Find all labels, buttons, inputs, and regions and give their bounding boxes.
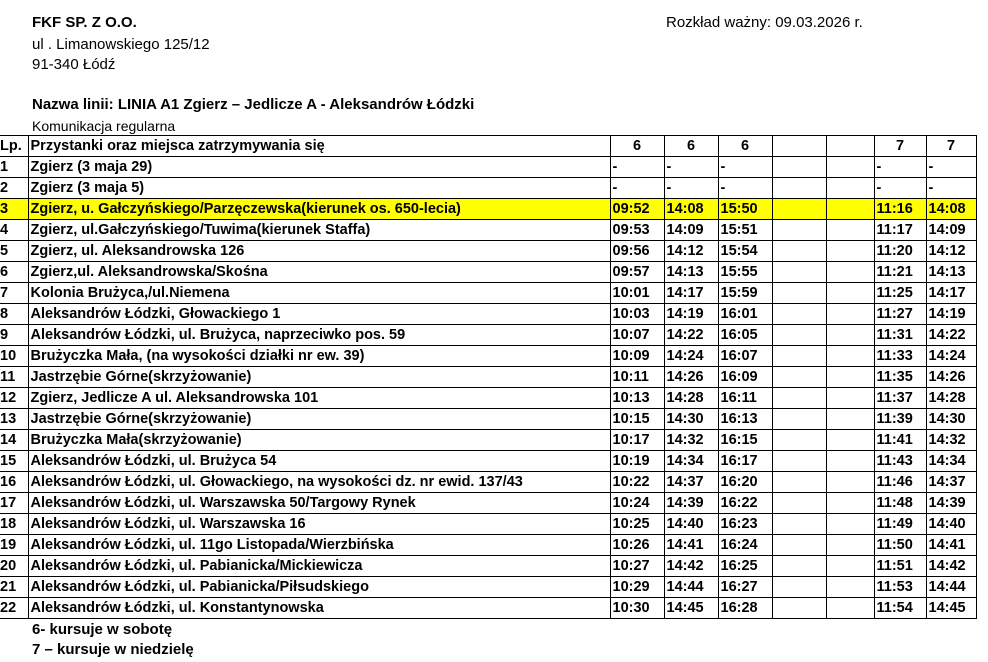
note-sunday: 7 – kursuje w niedzielę <box>32 641 194 658</box>
departure-time: 14:28 <box>664 388 718 409</box>
departure-time <box>772 157 826 178</box>
departure-time <box>826 283 874 304</box>
departure-time: 14:12 <box>926 241 976 262</box>
table-row <box>0 199 976 220</box>
departure-time: 14:19 <box>926 304 976 325</box>
departure-time: 11:53 <box>874 577 926 598</box>
line-name: Nazwa linii: LINIA A1 Zgierz – Jedlicze A - Aleksandrów Łódzki <box>32 96 475 113</box>
departure-time: 10:27 <box>610 556 664 577</box>
departure-time: 10:15 <box>610 409 664 430</box>
table-row <box>0 451 976 472</box>
row-number: 22 <box>0 598 28 619</box>
departure-time: 16:20 <box>718 472 772 493</box>
departure-time: 14:09 <box>926 220 976 241</box>
table-row <box>0 493 976 514</box>
row-number: 8 <box>0 304 28 325</box>
departure-time: 14:32 <box>926 430 976 451</box>
table-row <box>0 178 976 199</box>
row-number: 2 <box>0 178 28 199</box>
table-row <box>0 262 976 283</box>
departure-time: - <box>718 157 772 178</box>
departure-time: 10:24 <box>610 493 664 514</box>
departure-time <box>826 325 874 346</box>
stop-name: Jastrzębie Górne(skrzyżowanie) <box>28 367 610 388</box>
departure-time <box>772 283 826 304</box>
stop-name: Zgierz, ul. Aleksandrowska 126 <box>28 241 610 262</box>
departure-time: 14:34 <box>926 451 976 472</box>
departure-time: 14:08 <box>664 199 718 220</box>
departure-time: - <box>926 157 976 178</box>
departure-time: 14:22 <box>664 325 718 346</box>
departure-time: 14:42 <box>926 556 976 577</box>
column-header-course: 6 <box>718 136 772 157</box>
departure-time: 11:21 <box>874 262 926 283</box>
table-row <box>0 220 976 241</box>
departure-time: 14:08 <box>926 199 976 220</box>
stop-name: Aleksandrów Łódzki, ul. Brużyca 54 <box>28 451 610 472</box>
row-number: 18 <box>0 514 28 535</box>
departure-time: 15:50 <box>718 199 772 220</box>
row-number: 4 <box>0 220 28 241</box>
departure-time: 11:39 <box>874 409 926 430</box>
departure-time <box>772 304 826 325</box>
stop-name: Kolonia Brużyca,/ul.Niemena <box>28 283 610 304</box>
column-header-course <box>826 136 874 157</box>
departure-time <box>772 409 826 430</box>
departure-time <box>826 262 874 283</box>
departure-time <box>772 178 826 199</box>
departure-time: 16:25 <box>718 556 772 577</box>
table-row <box>0 367 976 388</box>
table-row <box>0 346 976 367</box>
departure-time <box>772 514 826 535</box>
departure-time: 14:09 <box>664 220 718 241</box>
departure-time <box>772 388 826 409</box>
departure-time: 14:24 <box>926 346 976 367</box>
departure-time: 14:37 <box>926 472 976 493</box>
column-header-course: 6 <box>664 136 718 157</box>
departure-time: 16:11 <box>718 388 772 409</box>
departure-time: 10:29 <box>610 577 664 598</box>
departure-time: 11:25 <box>874 283 926 304</box>
row-number: 20 <box>0 556 28 577</box>
departure-time: 14:45 <box>664 598 718 619</box>
row-number: 3 <box>0 199 28 220</box>
departure-time: 14:26 <box>664 367 718 388</box>
row-number: 15 <box>0 451 28 472</box>
table-row <box>0 325 976 346</box>
departure-time: 14:13 <box>664 262 718 283</box>
row-number: 14 <box>0 430 28 451</box>
stop-name: Aleksandrów Łódzki, ul. 11go Listopada/Wierzbińska <box>28 535 610 556</box>
table-row <box>0 388 976 409</box>
departure-time <box>826 199 874 220</box>
departure-time <box>826 535 874 556</box>
departure-time: 11:33 <box>874 346 926 367</box>
departure-time <box>826 556 874 577</box>
departure-time: - <box>610 157 664 178</box>
stop-name: Zgierz (3 maja 5) <box>28 178 610 199</box>
stop-name: Aleksandrów Łódzki, ul. Pabianicka/Mickiewicza <box>28 556 610 577</box>
stop-name: Aleksandrów Łódzki, ul. Warszawska 50/Targowy Rynek <box>28 493 610 514</box>
departure-time <box>826 157 874 178</box>
departure-time <box>772 346 826 367</box>
departure-time: 14:44 <box>664 577 718 598</box>
table-row <box>0 430 976 451</box>
row-number: 13 <box>0 409 28 430</box>
communication-type: Komunikacja regularna <box>32 118 176 134</box>
table-row <box>0 577 976 598</box>
departure-time: 10:17 <box>610 430 664 451</box>
departure-time: 14:28 <box>926 388 976 409</box>
departure-time: - <box>664 157 718 178</box>
departure-time: 14:45 <box>926 598 976 619</box>
column-header-course: 6 <box>610 136 664 157</box>
stop-name: Zgierz, Jedlicze A ul. Aleksandrowska 101 <box>28 388 610 409</box>
table-row <box>0 241 976 262</box>
company-address-city: 91-340 Łódź <box>32 56 116 73</box>
departure-time: 14:22 <box>926 325 976 346</box>
departure-time <box>826 451 874 472</box>
departure-time: 14:34 <box>664 451 718 472</box>
departure-time: 11:51 <box>874 556 926 577</box>
departure-time: 16:05 <box>718 325 772 346</box>
departure-time: 10:19 <box>610 451 664 472</box>
departure-time: 16:23 <box>718 514 772 535</box>
row-number: 6 <box>0 262 28 283</box>
timetable-valid-date: Rozkład ważny: 09.03.2026 r. <box>666 14 863 31</box>
row-number: 1 <box>0 157 28 178</box>
stop-name: Aleksandrów Łódzki, Głowackiego 1 <box>28 304 610 325</box>
departure-time <box>826 430 874 451</box>
departure-time: - <box>874 178 926 199</box>
departure-time <box>772 577 826 598</box>
row-number: 7 <box>0 283 28 304</box>
departure-time: - <box>926 178 976 199</box>
departure-time: 16:01 <box>718 304 772 325</box>
departure-time <box>826 577 874 598</box>
departure-time: 14:17 <box>664 283 718 304</box>
departure-time <box>826 409 874 430</box>
departure-time: 14:32 <box>664 430 718 451</box>
departure-time <box>772 199 826 220</box>
row-number: 19 <box>0 535 28 556</box>
departure-time: 16:07 <box>718 346 772 367</box>
departure-time <box>826 178 874 199</box>
departure-time <box>826 367 874 388</box>
departure-time: 10:26 <box>610 535 664 556</box>
departure-time: 16:09 <box>718 367 772 388</box>
column-header-lp: Lp. <box>0 136 28 157</box>
stop-name: Brużyczka Mała, (na wysokości działki nr ew. 39) <box>28 346 610 367</box>
departure-time <box>826 220 874 241</box>
departure-time: 15:54 <box>718 241 772 262</box>
company-address-street: ul . Limanowskiego 125/12 <box>32 36 210 53</box>
departure-time: 11:43 <box>874 451 926 472</box>
departure-time <box>772 325 826 346</box>
stop-name: Aleksandrów Łódzki, ul. Konstantynowska <box>28 598 610 619</box>
departure-time: 10:09 <box>610 346 664 367</box>
departure-time <box>826 388 874 409</box>
departure-time: 16:28 <box>718 598 772 619</box>
departure-time <box>772 220 826 241</box>
table-row <box>0 514 976 535</box>
departure-time: 15:51 <box>718 220 772 241</box>
stop-name: Aleksandrów Łódzki, ul. Warszawska 16 <box>28 514 610 535</box>
departure-time: 15:59 <box>718 283 772 304</box>
table-row <box>0 304 976 325</box>
departure-time: 11:20 <box>874 241 926 262</box>
departure-time: 14:12 <box>664 241 718 262</box>
departure-time: 14:19 <box>664 304 718 325</box>
departure-time <box>772 598 826 619</box>
row-number: 9 <box>0 325 28 346</box>
column-header-course: 7 <box>926 136 976 157</box>
column-header-stop: Przystanki oraz miejsca zatrzymywania się <box>28 136 610 157</box>
stop-name: Brużyczka Mała(skrzyżowanie) <box>28 430 610 451</box>
departure-time <box>826 493 874 514</box>
departure-time: 10:07 <box>610 325 664 346</box>
departure-time <box>826 346 874 367</box>
row-number: 10 <box>0 346 28 367</box>
departure-time: 11:16 <box>874 199 926 220</box>
row-number: 11 <box>0 367 28 388</box>
departure-time: - <box>718 178 772 199</box>
departure-time: 14:30 <box>664 409 718 430</box>
departure-time: 10:01 <box>610 283 664 304</box>
departure-time: 10:25 <box>610 514 664 535</box>
departure-time: 16:17 <box>718 451 772 472</box>
row-number: 12 <box>0 388 28 409</box>
table-header-row <box>0 136 976 157</box>
departure-time: 11:17 <box>874 220 926 241</box>
departure-time: 11:54 <box>874 598 926 619</box>
departure-time <box>826 241 874 262</box>
stop-name: Aleksandrów Łódzki, ul. Brużyca, naprzeciwko pos. 59 <box>28 325 610 346</box>
departure-time: 14:17 <box>926 283 976 304</box>
departure-time: 11:37 <box>874 388 926 409</box>
departure-time: 14:41 <box>926 535 976 556</box>
timetable <box>0 135 977 619</box>
row-number: 21 <box>0 577 28 598</box>
departure-time: 14:39 <box>664 493 718 514</box>
departure-time <box>826 304 874 325</box>
departure-time: 11:48 <box>874 493 926 514</box>
departure-time: - <box>610 178 664 199</box>
departure-time <box>772 430 826 451</box>
departure-time <box>772 535 826 556</box>
departure-time: 10:30 <box>610 598 664 619</box>
departure-time: 11:46 <box>874 472 926 493</box>
departure-time <box>772 241 826 262</box>
departure-time: 14:40 <box>664 514 718 535</box>
departure-time <box>772 451 826 472</box>
departure-time: 16:13 <box>718 409 772 430</box>
departure-time: 10:13 <box>610 388 664 409</box>
departure-time <box>826 598 874 619</box>
departure-time <box>826 472 874 493</box>
departure-time: 14:42 <box>664 556 718 577</box>
departure-time: 11:31 <box>874 325 926 346</box>
departure-time: 10:22 <box>610 472 664 493</box>
table-row <box>0 535 976 556</box>
column-header-course <box>772 136 826 157</box>
departure-time: 10:11 <box>610 367 664 388</box>
table-row <box>0 157 976 178</box>
departure-time: 09:57 <box>610 262 664 283</box>
row-number: 5 <box>0 241 28 262</box>
departure-time: 14:39 <box>926 493 976 514</box>
departure-time <box>772 262 826 283</box>
departure-time: 14:40 <box>926 514 976 535</box>
column-header-course: 7 <box>874 136 926 157</box>
table-row <box>0 598 976 619</box>
departure-time <box>772 472 826 493</box>
departure-time <box>772 367 826 388</box>
departure-time: 14:44 <box>926 577 976 598</box>
departure-time: 10:03 <box>610 304 664 325</box>
departure-time: 16:27 <box>718 577 772 598</box>
table-row <box>0 283 976 304</box>
row-number: 17 <box>0 493 28 514</box>
departure-time: 14:26 <box>926 367 976 388</box>
stop-name: Zgierz,ul. Aleksandrowska/Skośna <box>28 262 610 283</box>
departure-time: 14:13 <box>926 262 976 283</box>
stop-name: Zgierz, u. Gałczyńskiego/Parzęczewska(kierunek os. 650-lecia) <box>28 199 610 220</box>
table-row <box>0 556 976 577</box>
departure-time <box>826 514 874 535</box>
departure-time: 11:27 <box>874 304 926 325</box>
departure-time: 11:41 <box>874 430 926 451</box>
stop-name: Aleksandrów Łódzki, ul. Pabianicka/Piłsudskiego <box>28 577 610 598</box>
departure-time: 15:55 <box>718 262 772 283</box>
departure-time: 11:49 <box>874 514 926 535</box>
departure-time: - <box>664 178 718 199</box>
departure-time: 16:22 <box>718 493 772 514</box>
departure-time: 09:52 <box>610 199 664 220</box>
stop-name: Zgierz (3 maja 29) <box>28 157 610 178</box>
departure-time: 09:56 <box>610 241 664 262</box>
departure-time <box>772 556 826 577</box>
departure-time: 14:37 <box>664 472 718 493</box>
row-number: 16 <box>0 472 28 493</box>
departure-time: 16:24 <box>718 535 772 556</box>
departure-time <box>772 493 826 514</box>
departure-time: 09:53 <box>610 220 664 241</box>
stop-name: Aleksandrów Łódzki, ul. Głowackiego, na wysokości dz. nr ewid. 137/43 <box>28 472 610 493</box>
departure-time: 16:15 <box>718 430 772 451</box>
company-name: FKF SP. Z O.O. <box>32 14 137 31</box>
departure-time: - <box>874 157 926 178</box>
departure-time: 14:30 <box>926 409 976 430</box>
departure-time: 14:41 <box>664 535 718 556</box>
departure-time: 11:50 <box>874 535 926 556</box>
stop-name: Zgierz, ul.Gałczyńskiego/Tuwima(kierunek Staffa) <box>28 220 610 241</box>
departure-time: 11:35 <box>874 367 926 388</box>
stop-name: Jastrzębie Górne(skrzyżowanie) <box>28 409 610 430</box>
note-saturday: 6- kursuje w sobotę <box>32 621 173 638</box>
table-row <box>0 409 976 430</box>
departure-time: 14:24 <box>664 346 718 367</box>
table-row <box>0 472 976 493</box>
